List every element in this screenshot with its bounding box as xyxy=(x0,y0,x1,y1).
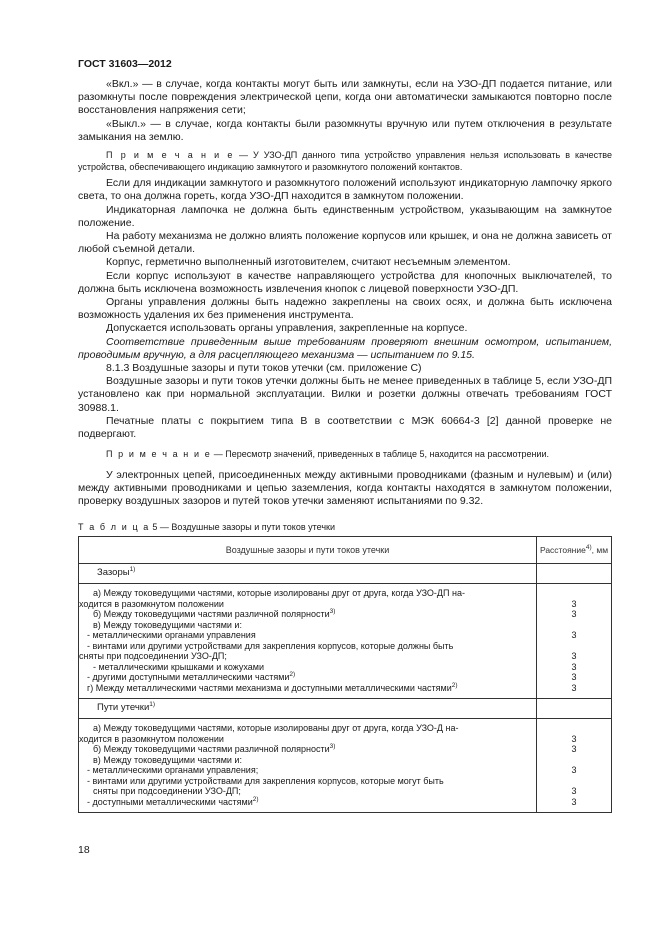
item-text: - другими доступными металлическими частями xyxy=(87,672,290,683)
note-2 xyxy=(78,449,612,461)
column-header-distance xyxy=(537,537,612,564)
paragraph-clearances: Воздушные зазоры и пути токов утечки должны быть не менее приведенных в таблице 5, если УЗО-ДП установлено как при нормальной эксплуатации. Вилки и розетки должны отвечать требованиям ГОСТ 30988.1. xyxy=(78,375,612,414)
list-item xyxy=(79,672,532,683)
table-row xyxy=(79,584,612,699)
value-spacer xyxy=(537,776,611,787)
value-cell: 3 xyxy=(571,661,577,672)
list-item xyxy=(79,683,532,694)
document-header: ГОСТ 31603—2012 xyxy=(78,58,172,70)
value-cell: 3 xyxy=(571,786,577,797)
distance-footnote: 4) xyxy=(585,544,592,552)
section-empty-cell xyxy=(537,699,612,719)
value-cell: 3 xyxy=(571,733,577,744)
column-header-description: Воздушные зазоры и пути токов утечки xyxy=(79,537,537,564)
item-footnote: 2) xyxy=(289,671,296,679)
creepage-items xyxy=(79,719,537,813)
section-footnote: 1) xyxy=(149,701,156,709)
distance-unit: , мм xyxy=(591,545,609,556)
paragraph-on-state: «Вкл.» — в случае, когда контакты могут быть или замкнуты, если на УЗО-ДП подается питание, или разомкнуты после повреждения электрической цепи, когда они автоматически замыкаются повторно после восстановления напряжения сети; xyxy=(78,78,612,117)
paragraph-electronic-circuits: У электронных цепей, присоединенных между активными проводниками (фазным и нулевым) и (или) между активными проводниками и цепью заземления, когда контакты находятся в замкнутом положении, проверку воздушных зазоров и путей токов утечки заменяют испытаниями по 9.32. xyxy=(78,468,612,508)
item-footnote: 3) xyxy=(329,608,336,616)
paragraph-indicator-lamp: Если для индикации замкнутого и разомкнутого положений используют индикаторную лампочку яркого света, то она должна гореть, когда УЗО-ДП находится в замкнутом положении. xyxy=(78,177,612,203)
list-item xyxy=(79,609,532,620)
value-spacer xyxy=(537,588,611,599)
paragraph-mechanism: На работу механизма не должно влиять положение корпусов или крышек, и она не должна зависеть от любой съемной детали. xyxy=(78,230,612,256)
distance-label: Расстояние xyxy=(539,545,586,556)
item-footnote: 2) xyxy=(451,681,458,689)
item-footnote: 3) xyxy=(329,743,336,751)
value-spacer xyxy=(537,723,611,734)
section-title-text: Зазоры xyxy=(97,567,130,579)
list-item: а) Между токоведущими частями, которые изолированы друг от друга, когда УЗО-ДП на- xyxy=(93,588,465,599)
paragraph-printed-boards: Печатные платы с покрытием типа В в соответствии с МЭК 60664-3 [2] данной проверке не подвергают. xyxy=(78,414,612,441)
list-item: в) Между токоведущими частями и: xyxy=(93,754,242,765)
list-item: - винтами или другими устройствами для закрепления корпусов, которые могут быть xyxy=(87,775,444,786)
table-section-row xyxy=(79,699,612,719)
list-item: - металлическими крышками и кожухами xyxy=(93,661,265,672)
clearance-values xyxy=(537,584,612,699)
list-item: сняты при подсоединении УЗО-ДП; xyxy=(79,651,227,662)
list-item: в) Между токоведущими частями и: xyxy=(93,619,242,630)
table-caption xyxy=(78,522,612,532)
value-cell: 3 xyxy=(571,765,577,776)
section-heading-8-1-3: 8.1.3 Воздушные зазоры и пути токов утечки (см. приложение С) xyxy=(106,362,422,375)
value-spacer xyxy=(537,620,611,631)
section-title-creepage xyxy=(79,699,537,719)
note-label: П р и м е ч а н и е xyxy=(106,150,234,161)
section-title-clearances xyxy=(79,564,537,584)
list-item xyxy=(79,744,532,755)
paragraph-controls-on-housing: Допускается использовать органы управления, закрепленные на корпусе. xyxy=(106,322,468,335)
paragraph-housing: Корпус, герметично выполненный изготовителем, считают несъемным элементом. xyxy=(106,256,511,269)
value-cell: 3 xyxy=(571,630,577,641)
paragraph-off-state: «Выкл.» — в случае, когда контакты были разомкнуты вручную или путем отключения в результате замыкания на землю. xyxy=(78,117,612,143)
note-text: — У УЗО-ДП данного типа устройство управления нельзя использовать в качестве устройства, обеспечивающего индикацию замкнутого и разомкнутого положений контактов. xyxy=(78,150,612,172)
list-item: а) Между токоведущими частями, которые изолированы друг от друга, когда УЗО-Д на- xyxy=(93,723,459,734)
list-item xyxy=(79,797,532,808)
note-1 xyxy=(78,150,612,173)
value-spacer xyxy=(537,641,611,652)
list-item: сняты при подсоединении УЗО-ДП; xyxy=(93,786,241,797)
value-cell: 3 xyxy=(571,672,577,683)
list-item: - металлическими органами управления; xyxy=(87,765,259,776)
table-header-row xyxy=(79,537,612,564)
item-text: г) Между металлическими частями механизма и доступными металлическими частями xyxy=(87,682,452,693)
section-title-text: Пути утечки xyxy=(97,702,150,714)
list-item: ходится в разомкнутом положении xyxy=(79,733,224,744)
paragraph-push-buttons: Если корпус используют в качестве направляющего устройства для кнопочных выключателей, то должна быть исключена возможность извлечения кнопок с лицевой поверхности УЗО-ДП. xyxy=(78,269,612,295)
page-number: 18 xyxy=(78,844,90,856)
table-row xyxy=(79,719,612,813)
section-footnote: 1) xyxy=(129,566,136,574)
paragraph-compliance-check: Соответствие приведенным выше требованиям проверяют внешним осмотром, испытанием, проводимым вручную, а для расцепляющего механизма — испытанием по 9.15. xyxy=(78,335,612,361)
creepage-values xyxy=(537,719,612,813)
table-section-row xyxy=(79,564,612,584)
value-cell: 3 xyxy=(571,682,577,693)
note-label: П р и м е ч а н и е xyxy=(106,449,212,460)
value-cell: 3 xyxy=(571,598,577,609)
page-content xyxy=(78,78,612,813)
item-text: б) Между токоведущими частями различной полярности xyxy=(93,744,330,755)
item-text: - доступными металлическими частями xyxy=(87,796,253,807)
value-spacer xyxy=(537,755,611,766)
value-cell: 3 xyxy=(571,609,577,620)
table-caption-text: 5 — Воздушные зазоры и пути токов утечки xyxy=(149,522,335,533)
section-empty-cell xyxy=(537,564,612,584)
table-caption-label: Т а б л и ц а xyxy=(78,522,150,533)
note-text: — Пересмотр значений, приведенных в таблице 5, находится на рассмотрении. xyxy=(211,449,549,460)
paragraph-indicator-only: Индикаторная лампочка не должна быть единственным устройством, указывающим на замкнутое положение. xyxy=(78,203,612,229)
list-item: ходится в разомкнутом положении xyxy=(79,598,224,609)
paragraph-controls-fixed: Органы управления должны быть надежно закреплены на своих осях, и должна быть исключена возможность удаления их без применения инструмента. xyxy=(78,296,612,322)
value-cell: 3 xyxy=(571,651,577,662)
clearance-items xyxy=(79,584,537,699)
clearance-table xyxy=(78,536,612,813)
value-cell: 3 xyxy=(571,744,577,755)
list-item: - винтами или другими устройствами для закрепления корпусов, которые должны быть xyxy=(87,640,454,651)
list-item: - металлическими органами управления xyxy=(87,630,256,641)
item-text: б) Между токоведущими частями различной полярности xyxy=(93,609,330,620)
value-cell: 3 xyxy=(571,796,577,807)
item-footnote: 2) xyxy=(252,795,259,803)
